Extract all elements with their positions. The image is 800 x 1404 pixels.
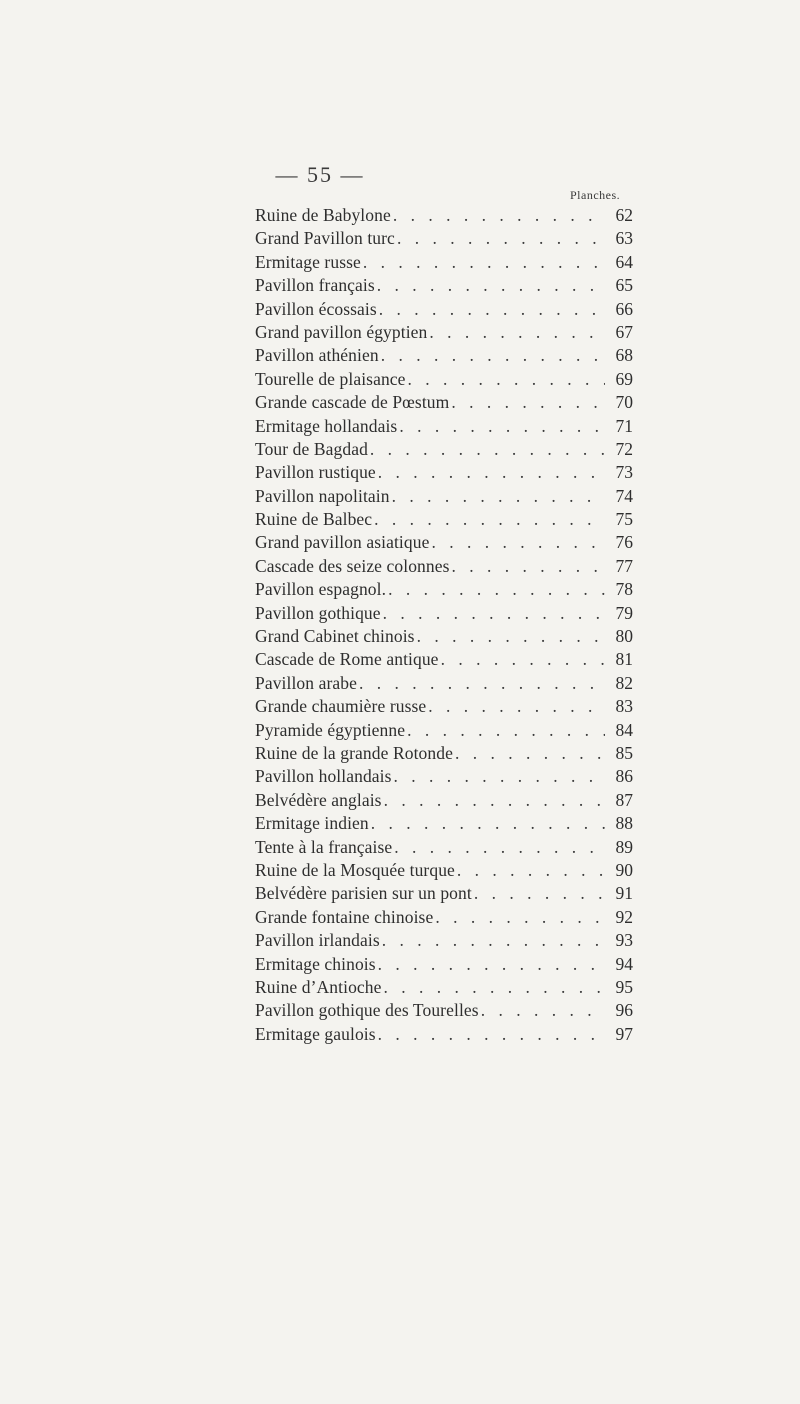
dot-leader [399, 415, 605, 438]
toc-entry-title: Ermitage hollandais [255, 415, 398, 436]
toc-entry-plate-number: 76 [615, 532, 633, 553]
toc-entry [255, 251, 633, 274]
toc-entry [255, 999, 633, 1022]
toc-entry-plate-number: 81 [615, 649, 633, 670]
dot-leader [381, 344, 605, 367]
dot-leader [384, 789, 605, 812]
toc-entry-title: Ruine de Babylone [255, 205, 391, 225]
toc-entry [255, 555, 633, 578]
toc-entry [255, 882, 633, 905]
toc-entry-title: Ruine de la Mosquée turque [255, 859, 455, 880]
toc-entry-plate-number: 79 [615, 602, 633, 623]
dot-leader [397, 227, 605, 250]
dot-leader [378, 461, 605, 484]
toc-entry-title: Pavillon irlandais [255, 930, 380, 951]
toc-entry-title: Grand pavillon asiatique [255, 532, 430, 553]
toc-entry-title: Belvédère parisien sur un pont [255, 883, 472, 904]
toc-entry [255, 438, 633, 461]
toc-entry-plate-number: 66 [615, 298, 633, 319]
dot-leader [392, 485, 605, 508]
toc-entry [255, 508, 633, 531]
toc-entry-plate-number: 65 [615, 275, 633, 296]
toc-entry-plate-number: 77 [615, 555, 633, 576]
dot-leader [417, 625, 605, 648]
dot-leader [435, 906, 605, 929]
toc-entry-title: Grande fontaine chinoise [255, 906, 434, 927]
toc-entry-plate-number: 88 [615, 813, 633, 834]
toc-entry-plate-number: 78 [615, 579, 633, 600]
toc-entry [255, 204, 633, 227]
toc-entry-plate-number: 91 [615, 883, 633, 904]
toc-entry [255, 368, 633, 391]
dot-leader [363, 251, 605, 274]
toc-entry-title: Cascade de Rome antique [255, 649, 439, 670]
dot-leader [359, 672, 605, 695]
dot-leader [431, 531, 605, 554]
toc-entry [255, 274, 633, 297]
dot-leader [474, 882, 605, 905]
dot-leader [374, 508, 605, 531]
toc-entry-title: Pavillon hollandais [255, 766, 392, 787]
dot-leader [384, 976, 605, 999]
toc-entry-title: Grand Pavillon turc [255, 228, 395, 249]
toc-entry [255, 672, 633, 695]
dot-leader [408, 368, 605, 391]
toc-entry-title: Ermitage gaulois [255, 1023, 376, 1044]
toc-entry [255, 648, 633, 671]
toc-entry [255, 836, 633, 859]
toc-entry-plate-number: 86 [615, 766, 633, 787]
toc-entry-title: Ermitage chinois [255, 953, 376, 974]
toc-entry-title: Grand Cabinet chinois [255, 626, 415, 647]
toc-entry [255, 976, 633, 999]
toc-entry [255, 531, 633, 554]
dot-leader [394, 836, 605, 859]
toc-entry-plate-number: 94 [615, 953, 633, 974]
toc-entry-plate-number: 69 [615, 368, 633, 389]
dot-leader [394, 765, 605, 788]
dot-leader [383, 602, 605, 625]
dot-leader [382, 929, 605, 952]
dot-leader [388, 578, 605, 601]
toc-entry [255, 742, 633, 765]
dot-leader [429, 321, 605, 344]
toc-entry [255, 578, 633, 601]
toc-entry-plate-number: 75 [615, 509, 633, 530]
toc-entry-plate-number: 63 [615, 228, 633, 249]
toc-entry-title: Pavillon rustique [255, 462, 376, 483]
page-number: — 55 — [275, 162, 365, 187]
dot-leader [441, 648, 605, 671]
toc-entry [255, 625, 633, 648]
toc-entry [255, 789, 633, 812]
dot-leader [378, 953, 605, 976]
toc-entry-plate-number: 90 [615, 859, 633, 880]
toc-entry-plate-number: 89 [615, 836, 633, 857]
table-of-contents [255, 204, 633, 1046]
toc-entry [255, 929, 633, 952]
toc-entry-title: Cascade des seize colonnes [255, 555, 450, 576]
toc-entry-title: Ruine de Balbec [255, 509, 373, 530]
toc-entry [255, 461, 633, 484]
dot-leader [481, 999, 605, 1022]
toc-entry-plate-number: 83 [615, 696, 633, 717]
toc-entry-plate-number: 68 [615, 345, 633, 366]
toc-entry [255, 719, 633, 742]
toc-entry [255, 859, 633, 882]
toc-entry-title: Grande chaumière russe [255, 696, 427, 717]
toc-entry-title: Tour de Bagdad [255, 438, 368, 459]
toc-entry-title: Ruine d’Antioche [255, 976, 382, 997]
toc-entry [255, 227, 633, 250]
dot-leader [451, 391, 605, 414]
column-header-planches: Planches. [570, 188, 621, 202]
toc-entry-title: Pavillon napolitain [255, 485, 390, 506]
toc-entry-title: Grande cascade de Pœstum [255, 392, 450, 413]
toc-entry-plate-number: 92 [615, 906, 633, 927]
toc-entry [255, 1023, 633, 1046]
toc-entry [255, 415, 633, 438]
toc-entry-title: Pavillon écossais [255, 298, 377, 319]
toc-entry-plate-number: 80 [615, 626, 633, 647]
toc-entry-plate-number: 74 [615, 485, 633, 506]
toc-entry-plate-number: 73 [615, 462, 633, 483]
toc-entry-title: Pavillon français [255, 275, 375, 296]
toc-entry-title: Ruine de la grande Rotonde [255, 742, 453, 763]
toc-entry-title: Grand pavillon égyptien [255, 321, 428, 342]
dot-leader [428, 695, 605, 718]
dot-leader [455, 742, 605, 765]
toc-entry-plate-number: 87 [615, 789, 633, 810]
toc-entry [255, 812, 633, 835]
toc-entry [255, 695, 633, 718]
toc-entry [255, 391, 633, 414]
toc-entry-title: Belvédère anglais [255, 789, 382, 810]
toc-entry-title: Pavillon arabe [255, 672, 357, 693]
dot-leader [377, 274, 605, 297]
toc-entry [255, 765, 633, 788]
toc-entry-plate-number: 82 [615, 672, 633, 693]
toc-entry-title: Tourelle de plaisance [255, 368, 406, 389]
toc-entry [255, 344, 633, 367]
toc-entry-title: Ermitage indien [255, 813, 369, 834]
toc-entry-title: Pavillon espagnol. [255, 579, 387, 600]
dot-leader [452, 555, 605, 578]
toc-entry [255, 953, 633, 976]
toc-entry-plate-number: 70 [615, 392, 633, 413]
dot-leader [379, 298, 605, 321]
toc-entry-plate-number: 95 [615, 976, 633, 997]
dot-leader [378, 1023, 605, 1046]
dot-leader [371, 812, 605, 835]
toc-entry [255, 298, 633, 321]
toc-entry-title: Pavillon gothique des Tourelles [255, 1000, 479, 1021]
toc-entry-title: Tente à la française [255, 836, 393, 857]
dot-leader [370, 438, 605, 461]
toc-entry-title: Pavillon athénien [255, 345, 379, 366]
toc-entry [255, 906, 633, 929]
toc-entry [255, 602, 633, 625]
toc-entry-title: Ermitage russe [255, 251, 361, 272]
toc-entry-title: Pyramide égyptienne [255, 719, 406, 740]
toc-entry-plate-number: 67 [615, 321, 633, 342]
toc-entry-title: Pavillon gothique [255, 602, 381, 623]
toc-entry-plate-number: 64 [615, 251, 633, 272]
toc-entry-plate-number: 71 [615, 415, 633, 436]
toc-entry [255, 485, 633, 508]
toc-entry-plate-number: 85 [615, 742, 633, 763]
toc-entry-plate-number: 96 [615, 1000, 633, 1021]
dot-leader [457, 859, 605, 882]
toc-entry-plate-number: 93 [615, 930, 633, 951]
dot-leader [407, 719, 605, 742]
toc-entry-plate-number: 84 [615, 719, 633, 740]
toc-entry-plate-number: 62 [615, 205, 633, 225]
toc-entry-plate-number: 97 [615, 1023, 633, 1044]
toc-entry-plate-number: 72 [615, 438, 633, 459]
dot-leader [393, 204, 605, 227]
toc-entry [255, 321, 633, 344]
